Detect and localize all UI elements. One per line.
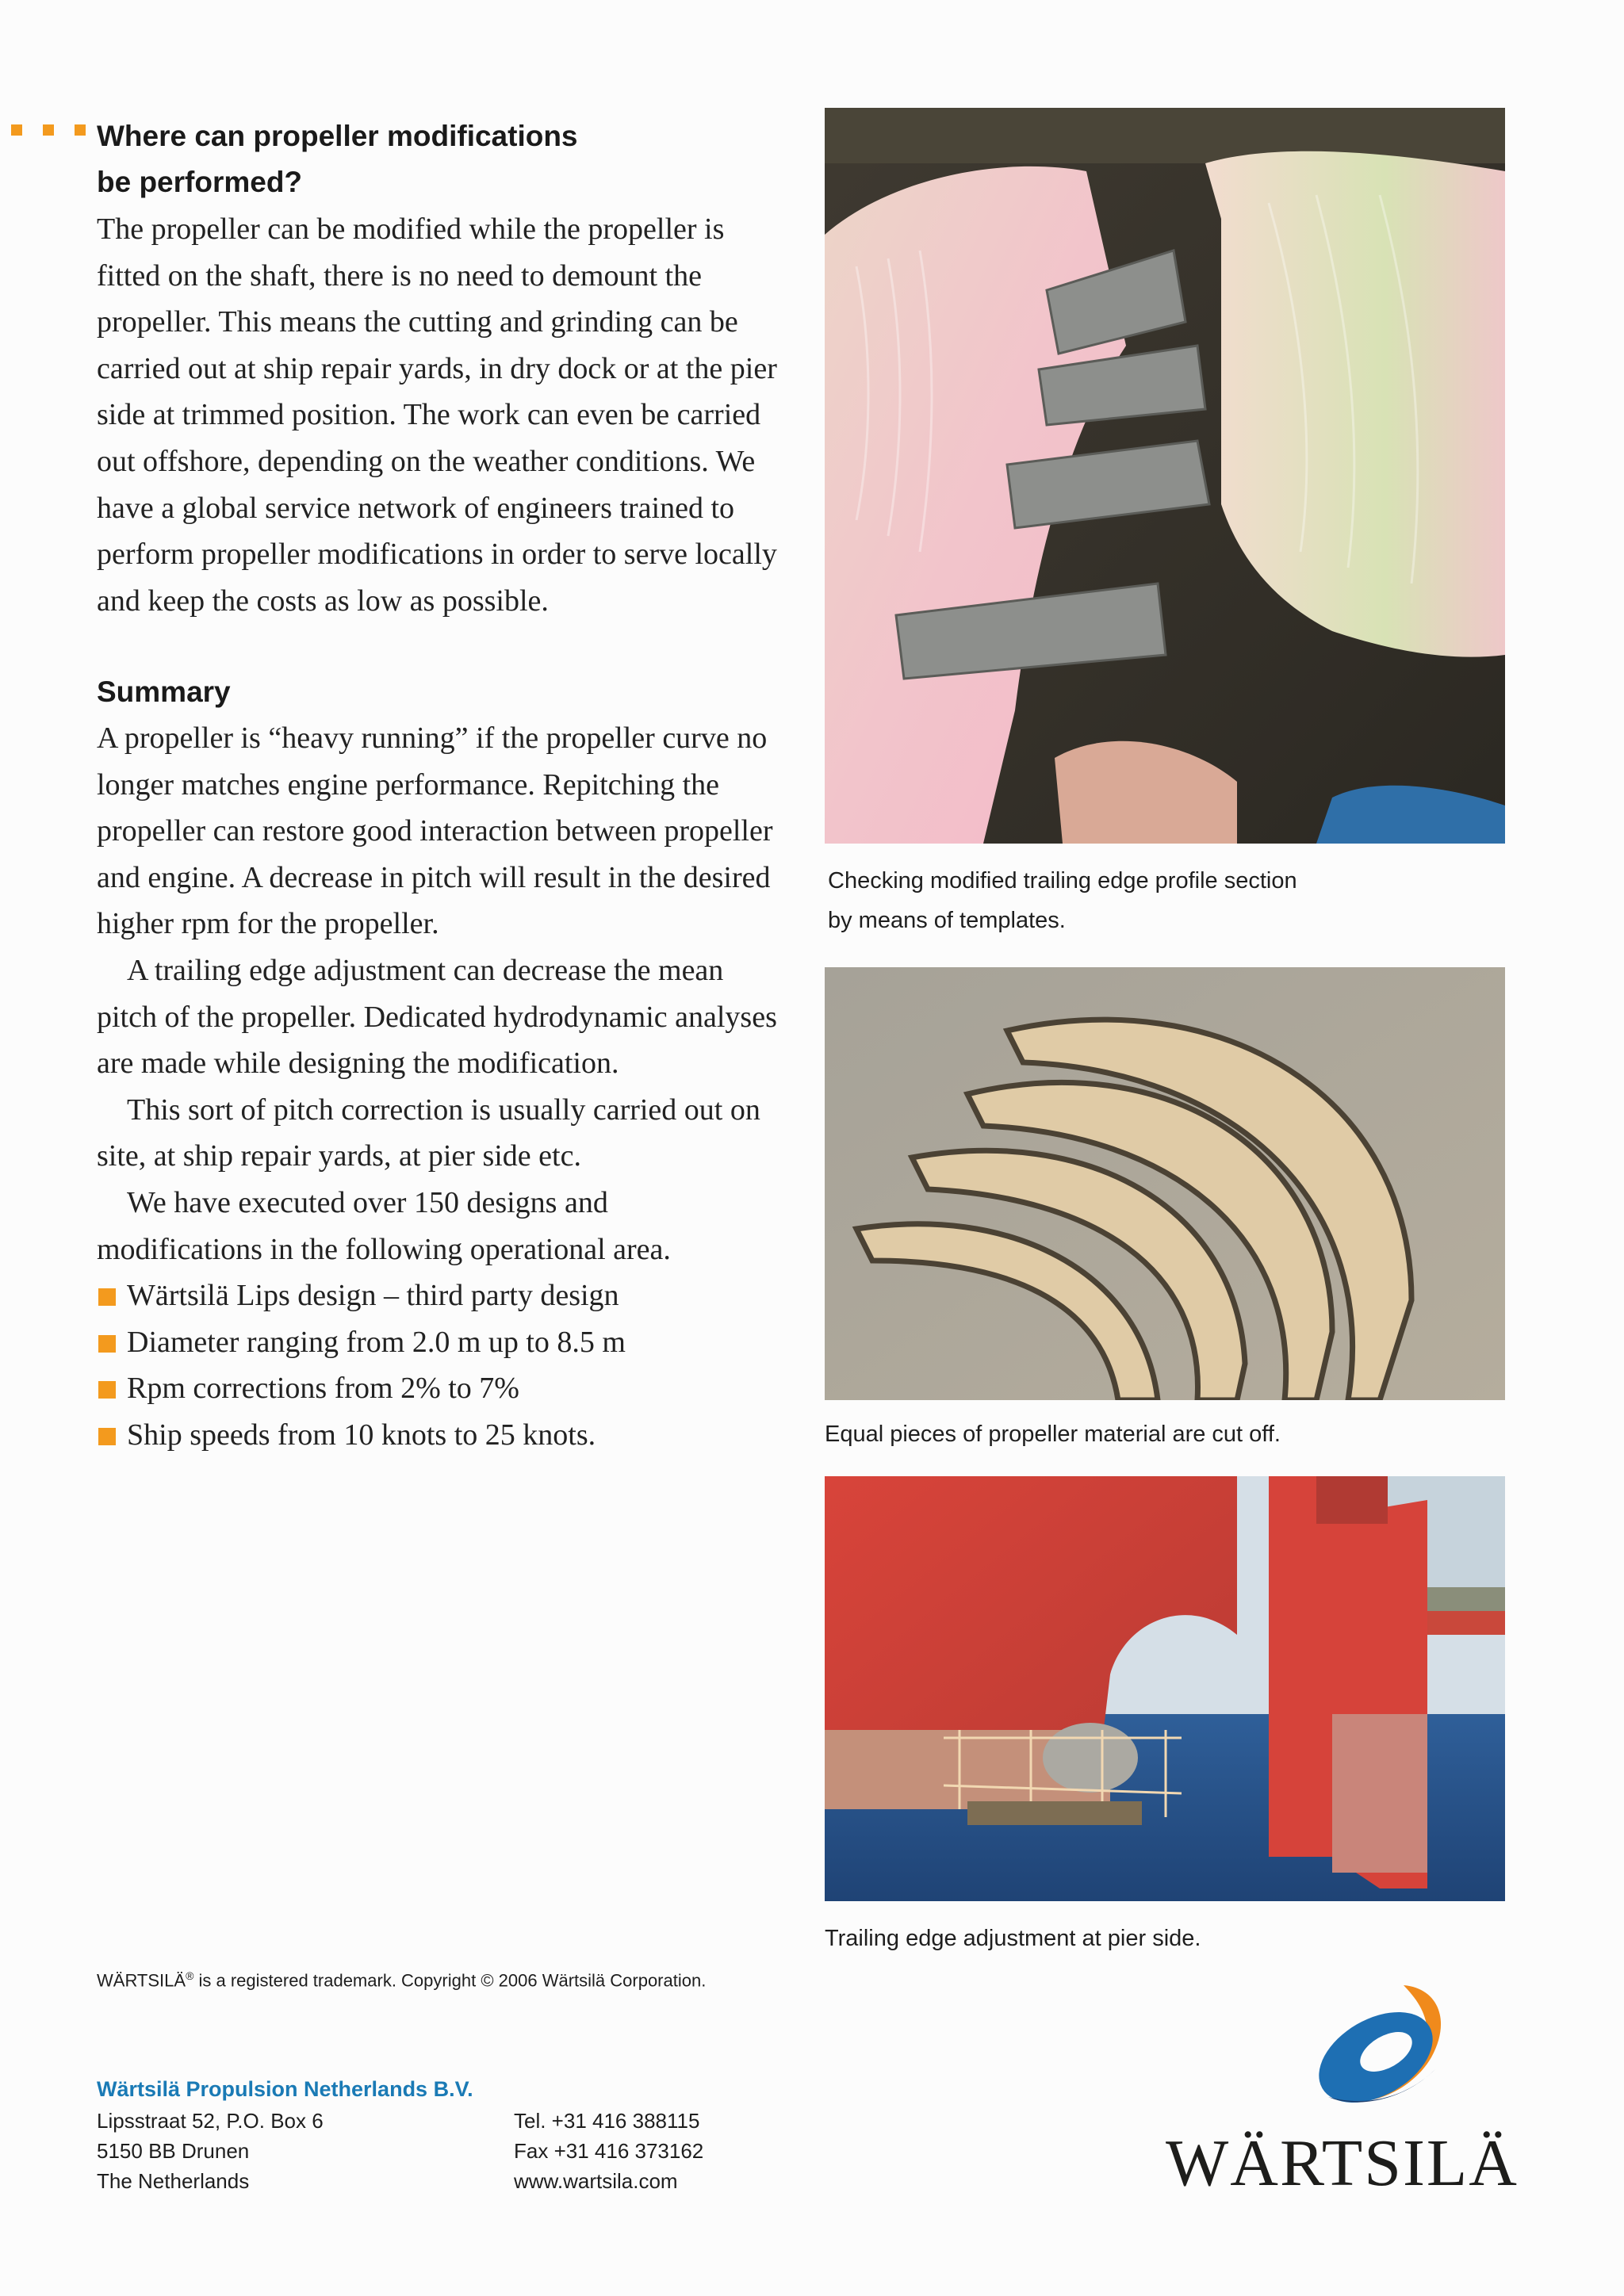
company-name: Wärtsilä Propulsion Netherlands B.V. — [97, 2077, 473, 2101]
photo-templates-on-blade — [825, 108, 1505, 844]
summary-body — [97, 715, 779, 1459]
summary-paragraph-1: A propeller is “heavy running” if the propeller curve no longer matches engine performance. Repitching the propeller can restore good interaction between propeller and engine. A decrease in pitch will result in the desired higher rpm for the propeller. — [97, 721, 773, 941]
website-link[interactable]: www.wartsila.com — [514, 2169, 678, 2193]
contact-info — [514, 2106, 703, 2196]
photo-ship-pier-side — [825, 1476, 1505, 1901]
photo-cut-pieces — [825, 967, 1505, 1400]
list-item: Ship speeds from 10 knots to 25 knots. — [97, 1412, 779, 1459]
section-heading-where: Where can propeller modifications be performed? — [97, 120, 578, 198]
fax: Fax +31 416 373162 — [514, 2139, 704, 2163]
where-paragraph: The propeller can be modified while the propeller is fitted on the shaft, there is no need to demount the propeller. This means the cutting and grinding can be carried out at ship repair yards, in dry dock or at the pier side at trimmed position. The work can even be carried out offshore, depending on the weather conditions. We have a global service network of engineers trained to perform propeller modifications in order to serve locally and keep the costs as low as possible. — [97, 212, 777, 618]
photo2-caption: Equal pieces of propeller material are cut off. — [825, 1422, 1281, 1447]
postal-address: Lipsstraat 52, P.O. Box 6 5150 BB Drunen The Netherlands — [97, 2109, 324, 2193]
list-item: Rpm corrections from 2% to 7% — [97, 1365, 779, 1412]
list-item: Wärtsilä Lips design – third party design — [97, 1272, 779, 1319]
photo1-caption: Checking modified trailing edge profile section by means of templates. — [828, 868, 1297, 933]
list-item: Diameter ranging from 2.0 m up to 8.5 m — [97, 1319, 779, 1366]
summary-paragraph-3: This sort of pitch correction is usually carried out on site, at ship repair yards, at pier side etc. — [97, 1093, 760, 1173]
photo3-caption: Trailing edge adjustment at pier side. — [825, 1926, 1201, 1951]
summary-paragraph-2: A trailing edge adjustment can decrease the mean pitch of the propeller. Dedicated hydrodynamic analyses are made while designing the modification. — [97, 953, 777, 1081]
section-body-where — [97, 206, 779, 624]
square-bullet-icon — [98, 1381, 116, 1399]
square-bullet-icon — [98, 1428, 116, 1445]
section-bullet-marks — [11, 124, 90, 140]
wartsila-logo-icon — [1300, 1982, 1459, 2117]
square-bullet-icon — [98, 1288, 116, 1306]
square-bullet-icon — [98, 1335, 116, 1353]
wartsila-logo-text: WÄRTSILÄ — [1166, 2126, 1519, 2200]
telephone: Tel. +31 416 388115 — [514, 2109, 700, 2133]
trademark-notice: WÄRTSILÄ® is a registered trademark. Copyright © 2006 Wärtsilä Corporation. — [97, 1969, 707, 1991]
summary-heading: Summary — [97, 675, 231, 708]
summary-paragraph-4: We have executed over 150 designs and modifications in the following operational area. — [97, 1185, 671, 1266]
summary-list — [97, 1272, 779, 1458]
